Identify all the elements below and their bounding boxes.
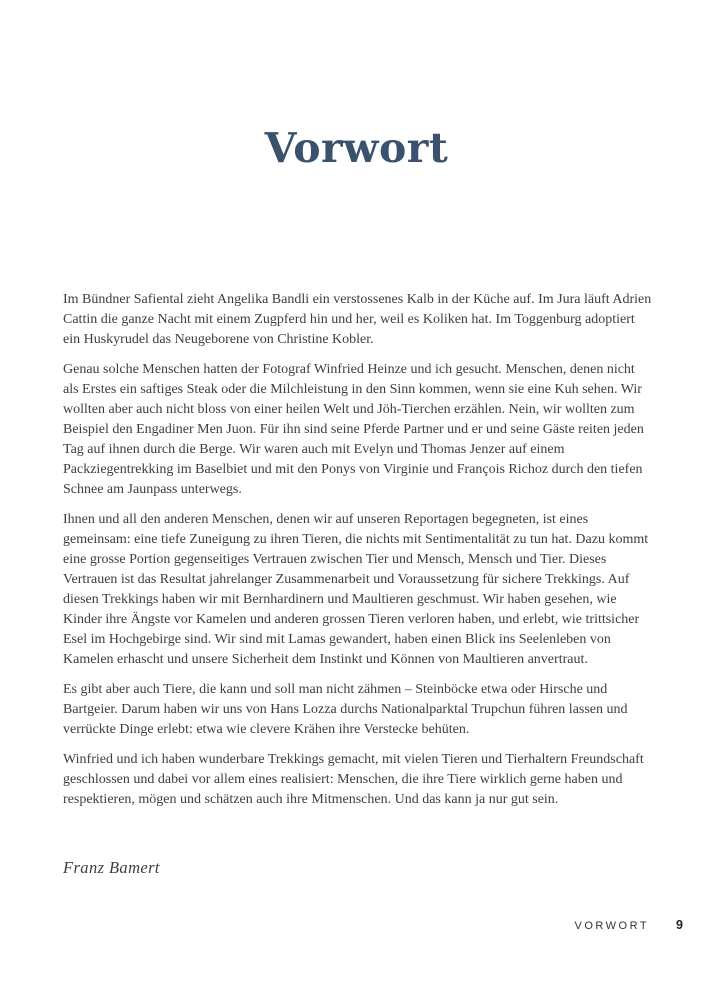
paragraph-2: Genau solche Menschen hatten der Fotograf Winfried Heinze und ich gesucht. Menschen, denen nicht als Erstes ein saftiges Steak oder die Milchleistung in den Sinn kommen, wenn sie eine Kuh sehen. Wir wollten aber auch nicht bloss von einer heilen Welt und Jöh-Tierchen erzählen. Nein, wir wollten zum Beispiel den Engadiner Men Juon. Für ihn sind seine Pferde Partner und er und seine Gäste reiten jeden Tag auf ihnen durch die Berge. Wir waren auch mit Evelyn und Thomas Jenzer auf einem Packziegentrekking im Baselbiet und mit den Ponys von Virginie und François Richoz durch den tiefen Schnee am Jaunpass unterwegs. (63, 362, 644, 497)
page-footer (575, 918, 684, 932)
author-signature: Franz Bamert (63, 858, 160, 877)
paragraph-5: Winfried und ich haben wunderbare Trekkings gemacht, mit vielen Tieren und Tierhaltern Freundschaft geschlossen und dabei vor allem eines realisiert: Menschen, die ihre Tiere wirklich gerne haben und respektieren, mögen und schätzen auch ihre Mitmenschen. Und das kann ja nur gut sein. (63, 752, 644, 807)
footer-page-number: 9 (676, 918, 683, 932)
paragraph-1: Im Bündner Safiental zieht Angelika Bandli ein verstossenes Kalb in der Küche auf. Im Jura läuft Adrien Cattin die ganze Nacht mit einem Zugpferd hin und her, weil es Koliken hat. Im Toggenburg adoptiert ein Huskyrudel das Neugeborene von Christine Kobler. (63, 292, 652, 347)
footer-section-label: VORWORT (574, 920, 650, 932)
body-text (63, 290, 653, 820)
paragraph-3: Ihnen und all den anderen Menschen, denen wir auf unseren Reportagen begegneten, ist eines gemeinsam: eine tiefe Zuneigung zu ihren Tieren, die nichts mit Sentimentalität zu tun hat. Dazu kommt eine grosse Portion gegenseitiges Vertrauen zwischen Tier und Mensch, Mensch und Tier. Dieses Vertrauen ist das Resultat jahrelanger Zusammenarbeit und Voraussetzung für sichere Trekkings. Auf diesen Trekkings haben wir mit Bernhardinern und Maultieren geschmust. Wir haben gesehen, wie Kinder ihre Ängste vor Kamelen und anderen grossen Tieren verloren haben, und erlebt, wie trittsicher Esel im Hochgebirge sind. Wir sind mit Lamas gewandert, haben einen Blick ins Seelenleben von Kamelen erhascht und unsere Sicherheit dem Instinkt und Können von Maultieren anvertraut. (63, 512, 649, 667)
paragraph-4: Es gibt aber auch Tiere, die kann und soll man nicht zähmen – Steinböcke etwa oder Hirsche und Bartgeier. Darum haben wir uns von Hans Lozza durchs Nationalparktal Trupchun führen lassen und verrückte Dinge erlebt: etwa wie clevere Krähen ihre Verstecke behüten. (63, 682, 628, 737)
page-title: Vorwort (264, 124, 449, 172)
